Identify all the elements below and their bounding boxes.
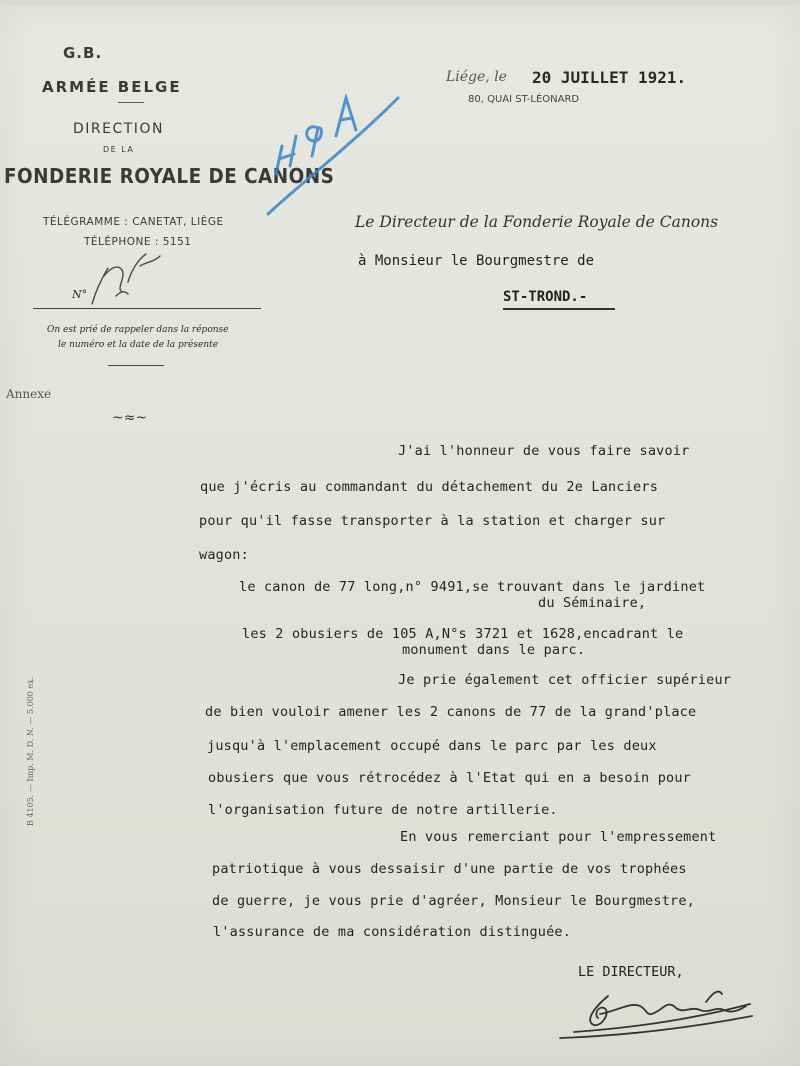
letter-page: [0, 6, 800, 1066]
body-line: l'organisation future de notre artillerie.: [208, 802, 558, 818]
handwritten-reference: [92, 254, 160, 304]
printer-imprint: B 4105. — Imp. M. D. N. — 5.000 ex.: [26, 676, 35, 826]
body-line: monument dans le parc.: [402, 642, 586, 658]
telephone-line: TÉLÉPHONE : 5151: [84, 236, 192, 248]
ornament-squiggle: ~≈~: [112, 410, 148, 426]
body-line: wagon:: [199, 547, 249, 563]
body-line: jusqu'à l'emplacement occupé dans le parc par les deux: [207, 738, 657, 754]
body-line: de bien vouloir amener les 2 canons de 77 de la grand'place: [205, 704, 697, 720]
reminder-line-2: le numéro et la date de la présente: [58, 340, 219, 350]
handwriting-overlay: [0, 6, 800, 1066]
gb-label: G.B.: [63, 44, 103, 62]
body-line: de guerre, je vous prie d'agréer, Monsieur le Bourgmestre,: [212, 893, 696, 909]
body-line: En vous remerciant pour l'empressement: [400, 829, 717, 845]
dateline-place: Liége, le: [446, 69, 507, 85]
body-line: du Séminaire,: [538, 595, 647, 611]
direction-heading: DIRECTION: [73, 121, 164, 137]
body-line: le canon de 77 long,n° 9491,se trouvant dans le jardinet: [239, 579, 706, 595]
body-line: obusiers que vous rétrocédez à l'Etat qui en a besoin pour: [208, 770, 692, 786]
body-line: J'ai l'honneur de vous faire savoir: [398, 443, 690, 459]
body-line: l'assurance de ma considération distinguée.: [213, 924, 572, 940]
de-la-label: DE LA: [103, 145, 135, 154]
army-heading: ARMÉE BELGE: [42, 78, 182, 96]
reference-number-label: N°: [72, 288, 88, 301]
body-line: les 2 obusiers de 105 A,N°s 3721 et 1628,encadrant le: [242, 626, 684, 642]
body-line: Je prie également cet officier supérieur: [398, 672, 732, 688]
recipient-city: ST-TROND.-: [503, 289, 588, 305]
annex-label: Annexe: [6, 387, 52, 401]
blue-pencil-marking: [268, 98, 398, 214]
signer-title: LE DIRECTEUR,: [578, 964, 684, 980]
reminder-line-1: On est prié de rappeler dans la réponse: [47, 325, 229, 335]
body-line: patriotique à vous dessaisir d'une partie de vos trophées: [212, 861, 687, 877]
dateline-date: 20 JUILLET 1921.: [532, 68, 687, 87]
body-line: pour qu'il fasse transporter à la station et charger sur: [199, 513, 666, 529]
director-signature: [560, 992, 752, 1038]
recipient-line: à Monsieur le Bourgmestre de: [358, 253, 595, 269]
body-line: que j'écris au commandant du détachement du 2e Lanciers: [200, 479, 659, 495]
telegram-line: TÉLÉGRAMME : CANETAT, LIÈGE: [43, 216, 224, 228]
sender-address: 80, QUAI ST-LÉONARD: [468, 94, 580, 105]
sender-title: Le Directeur de la Fonderie Royale de Canons: [355, 213, 719, 231]
foundry-title: FONDERIE ROYALE DE CANONS: [4, 164, 335, 188]
